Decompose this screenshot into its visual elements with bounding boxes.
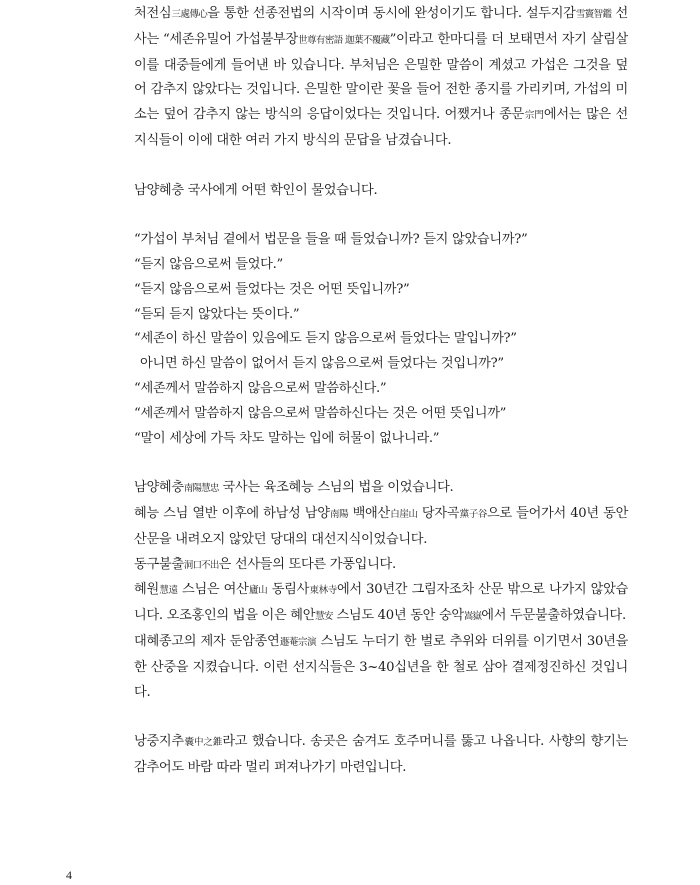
hanja-gloss: 東林寺 xyxy=(309,585,337,597)
text-run: 국사는 육조혜능 스님의 법을 이었습니다. xyxy=(218,480,454,496)
text-run: 스님도 40년 동안 숭악 xyxy=(332,608,464,624)
text-run: 에서는 많은 선지식들이 이에 대한 여러 가지 방식의 문답을 남겼습니다. xyxy=(134,107,628,148)
text-run: 라고 했습니다. 송곳은 숨겨도 호주머니를 뚫고 나옵니다. 사향의 향기는 감추어도 바람 따라 멀리 퍼져나가기 마련입니다. xyxy=(134,734,628,775)
dialogue-line: “듣되 듣지 않았다는 뜻이다.” xyxy=(134,306,300,322)
hanja-gloss: 雪竇智鑑 xyxy=(575,9,612,20)
dialogue-line: “듣지 않음으로써 들었다는 것은 어떤 뜻입니까?” xyxy=(134,281,410,297)
text-run: 동림사 xyxy=(267,582,310,598)
paragraph-spacer xyxy=(134,705,628,730)
hanja-gloss: 洞口不出 xyxy=(183,559,219,571)
paragraph-spacer xyxy=(134,203,628,228)
paragraph-3-d xyxy=(134,630,628,705)
page-body xyxy=(134,2,628,781)
paragraph-spacer xyxy=(134,451,628,476)
paragraph-1 xyxy=(134,2,628,154)
text-run: 스님은 여산 xyxy=(177,582,249,598)
text-run: 백애산 xyxy=(348,505,390,521)
dialogue-block xyxy=(134,228,628,451)
hanja-gloss: 白崖山 xyxy=(389,508,418,520)
hanja-gloss: 黨子谷 xyxy=(459,508,487,520)
dialogue-line: “세존께서 말씀하지 않음으로써 말씀하신다는 것은 어떤 뜻입니까” xyxy=(134,405,507,421)
text-run: 으로 들어가서 40년 동안 산문을 내려오지 않았던 당대의 대선지식이었습니다. xyxy=(134,505,629,547)
paragraph-3-a xyxy=(134,502,628,553)
dialogue-line: 아니면 하신 말씀이 없어서 듣지 않음으로써 들었다는 것입니까?” xyxy=(140,356,504,372)
text-run: 낭중지추 xyxy=(134,734,184,750)
hanja-gloss: 三處傳心 xyxy=(171,9,208,20)
dialogue-line: “세존께서 말씀하지 않음으로써 말씀하신다.” xyxy=(134,380,387,396)
dialogue-line: “말이 세상에 가득 차도 말하는 입에 허물이 없나니라.” xyxy=(134,430,440,446)
hanja-gloss: 南陽 xyxy=(329,508,349,520)
text-run: ”이라고 한마디를 더 보태면서 자기 살림살이를 대중들에게 들어낸 바 있습니다. 부처님은 은밀한 말씀이 계셨고 가섭은 그것을 덮어 감추지 않았다는 것입니다. 은밀한 말이란 꽃을 들어 전한 종지를 가리키며, 가섭의 미소는 덮어 감추지 않는 방식의 응답이었다는 것입니다. 어쨌거나 종문 xyxy=(134,31,628,123)
hanja-gloss: 囊中之錐 xyxy=(183,737,223,749)
hanja-gloss: 廬山 xyxy=(248,585,268,597)
text-run: 동구불출 xyxy=(134,556,184,572)
text-run: 혜원 xyxy=(134,582,159,598)
text-run: 남양혜충 xyxy=(134,480,184,496)
paragraph-3-b xyxy=(134,553,628,579)
paragraph-3-intro xyxy=(134,476,628,502)
paragraph-2: 남양혜충 국사에게 어떤 학인이 물었습니다. xyxy=(134,182,378,198)
hanja-gloss: 南陽慧忠 xyxy=(183,483,219,495)
text-run: 당자곡 xyxy=(417,505,460,521)
text-run: 은 선사들의 또다른 가풍입니다. xyxy=(218,556,396,572)
text-run: 처전심 xyxy=(134,6,172,21)
paragraph-3-c xyxy=(134,578,628,630)
text-run: 대혜종고의 제자 둔암종연 xyxy=(134,633,280,649)
page-number: 4 xyxy=(66,868,72,882)
hanja-gloss: 遯菴宗演 xyxy=(279,636,317,648)
dialogue-line: “세존이 하신 말씀이 있음에도 듣지 않음으로써 들었다는 말입니까?” xyxy=(134,331,517,347)
hanja-gloss: 嵩嶽 xyxy=(463,611,482,623)
hanja-gloss: 宗門 xyxy=(524,110,544,122)
hanja-gloss: 慧安 xyxy=(315,611,333,623)
text-run: 을 통한 선종전법의 시작이며 동시에 완성이기도 합니다. 설두지감 xyxy=(207,6,576,21)
paragraph-spacer xyxy=(134,154,628,179)
hanja-gloss: 世尊有密語 迦葉不覆藏 xyxy=(297,34,390,46)
text-run: 에서 두문불출하였습니다. xyxy=(481,608,626,624)
paragraph-4 xyxy=(134,730,628,781)
hanja-gloss: 慧遠 xyxy=(158,585,178,597)
text-run: 선사는 “세존유밀어 가섭불부장 xyxy=(134,6,628,47)
text-run: 혜능 스님 열반 이후에 하남성 남양 xyxy=(134,505,330,521)
dialogue-line: “듣지 않음으로써 들었다.” xyxy=(134,256,283,272)
text-run: 스님도 누더기 한 벌로 추위와 더위를 이기면서 30년을 한 산중을 지켰습니다. 이런 선지식들은 3~40십년을 한 철로 삼아 결제정진하신 것입니다. xyxy=(134,633,628,700)
text-run: 에서 30년간 그림자조차 산문 밖으로 나가지 않았습니다. 오조홍인의 법을 이은 혜안 xyxy=(134,582,629,624)
dialogue-line: “가섭이 부처님 곁에서 법문을 들을 때 들었습니까? 듣지 않았습니까?” xyxy=(134,232,528,248)
